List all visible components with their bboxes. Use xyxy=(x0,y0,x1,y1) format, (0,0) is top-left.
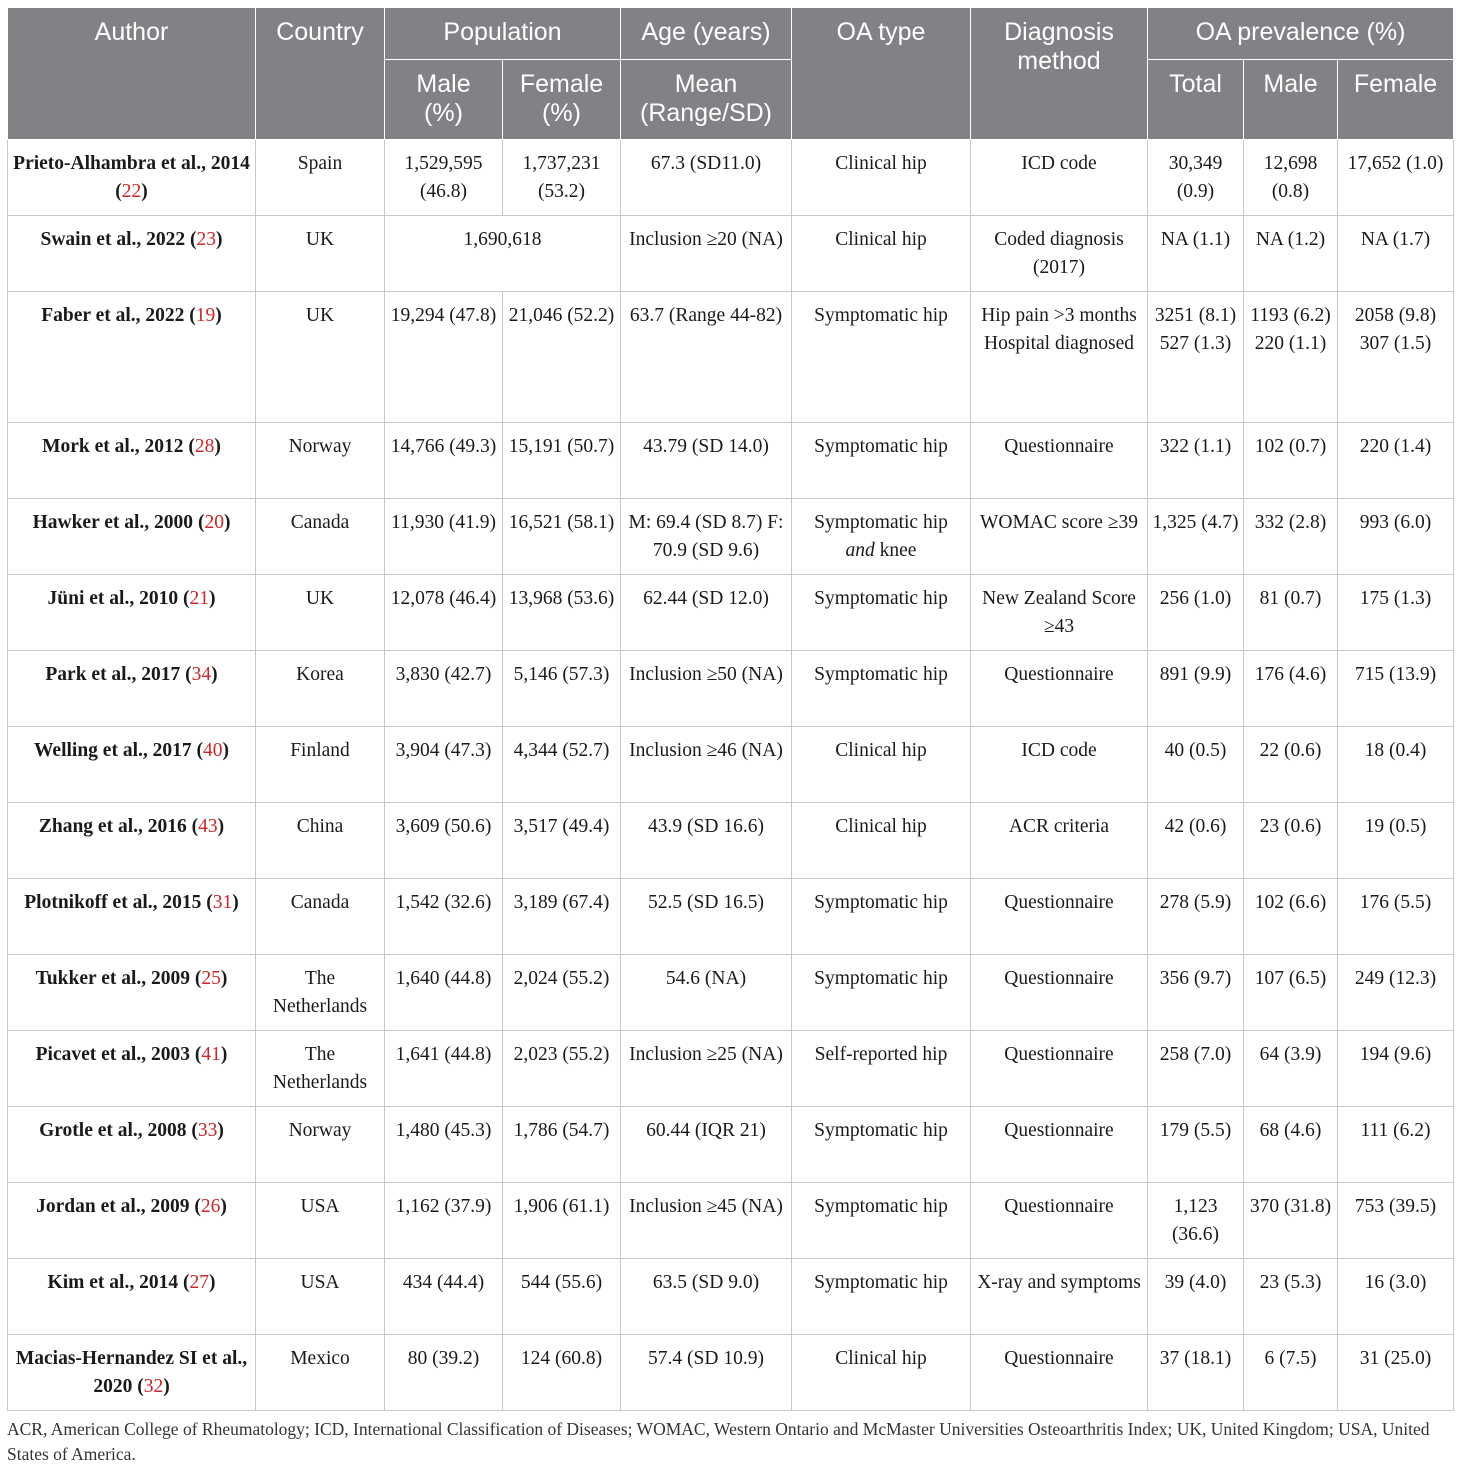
age-cell: 52.5 (SD 16.5) xyxy=(621,879,792,955)
reference-link[interactable]: 33 xyxy=(197,1120,218,1141)
prevalence-female-cell: 753 (39.5) xyxy=(1338,1183,1454,1259)
prevalence-male-cell: 23 (5.3) xyxy=(1244,1259,1338,1335)
age-cell: Inclusion ≥20 (NA) xyxy=(621,216,792,292)
author-cell: Plotnikoff et al., 2015 (31) xyxy=(8,879,256,955)
oa-type-cell: Clinical hip xyxy=(792,216,971,292)
age-cell: Inclusion ≥46 (NA) xyxy=(621,727,792,803)
age-cell: M: 69.4 (SD 8.7) F: 70.9 (SD 9.6) xyxy=(621,499,792,575)
population-male-cell: 1,162 (37.9) xyxy=(385,1183,503,1259)
author-cell: Zhang et al., 2016 (43) xyxy=(8,803,256,879)
country-cell: Spain xyxy=(256,140,385,216)
prevalence-female-cell: 249 (12.3) xyxy=(1338,955,1454,1031)
prevalence-total-cell: 37 (18.1) xyxy=(1148,1335,1244,1411)
prevalence-female-cell: 194 (9.6) xyxy=(1338,1031,1454,1107)
population-male-cell: 1,641 (44.8) xyxy=(385,1031,503,1107)
reference-link[interactable]: 22 xyxy=(121,180,142,202)
oa-type-cell: Clinical hip xyxy=(792,803,971,879)
author-cell: Grotle et al., 2008 (33) xyxy=(8,1107,256,1183)
oa-type-cell: Clinical hip xyxy=(792,1335,971,1411)
table-row xyxy=(8,1183,1454,1259)
table-row xyxy=(8,423,1454,499)
diagnosis-cell: Questionnaire xyxy=(971,1335,1148,1411)
table-row xyxy=(8,651,1454,727)
diagnosis-cell: Questionnaire xyxy=(971,423,1148,499)
prevalence-male-cell: 6 (7.5) xyxy=(1244,1335,1338,1411)
prevalence-female-cell: 715 (13.9) xyxy=(1338,651,1454,727)
table-row xyxy=(8,1335,1454,1411)
diagnosis-cell: Questionnaire xyxy=(971,1107,1148,1183)
reference-link[interactable]: 26 xyxy=(200,1196,221,1217)
diagnosis-cell: ICD code xyxy=(971,727,1148,803)
population-female-cell: 3,517 (49.4) xyxy=(503,803,621,879)
age-cell: Inclusion ≥45 (NA) xyxy=(621,1183,792,1259)
table-row xyxy=(8,216,1454,292)
prevalence-female-cell: 18 (0.4) xyxy=(1338,727,1454,803)
prevalence-male-cell: 370 (31.8) xyxy=(1244,1183,1338,1259)
reference-link[interactable]: 34 xyxy=(191,664,212,685)
author-cell: Jüni et al., 2010 (21) xyxy=(8,575,256,651)
header-female-pct: Female (%) xyxy=(503,60,621,140)
header-age: Age (years) xyxy=(621,8,792,60)
population-female-cell: 5,146 (57.3) xyxy=(503,651,621,727)
population-male-cell: 1,480 (45.3) xyxy=(385,1107,503,1183)
prevalence-total-cell: 278 (5.9) xyxy=(1148,879,1244,955)
country-cell: The Netherlands xyxy=(256,1031,385,1107)
diagnosis-cell: Questionnaire xyxy=(971,955,1148,1031)
author-cell: Picavet et al., 2003 (41) xyxy=(8,1031,256,1107)
table-row xyxy=(8,1259,1454,1335)
prevalence-male-cell: 1193 (6.2) 220 (1.1) xyxy=(1244,292,1338,423)
oa-type-cell: Symptomatic hip xyxy=(792,955,971,1031)
table-row xyxy=(8,955,1454,1031)
population-male-cell: 3,609 (50.6) xyxy=(385,803,503,879)
table-row xyxy=(8,803,1454,879)
population-male-cell: 12,078 (46.4) xyxy=(385,575,503,651)
prevalence-total-cell: 1,123 (36.6) xyxy=(1148,1183,1244,1259)
reference-link[interactable]: 27 xyxy=(189,1272,209,1293)
author-cell: Mork et al., 2012 (28) xyxy=(8,423,256,499)
population-male-cell: 11,930 (41.9) xyxy=(385,499,503,575)
oa-type-cell: Symptomatic hip xyxy=(792,879,971,955)
header-male-pct: Male (%) xyxy=(385,60,503,140)
prevalence-male-cell: 332 (2.8) xyxy=(1244,499,1338,575)
population-male-cell: 1,542 (32.6) xyxy=(385,879,503,955)
diagnosis-cell: Questionnaire xyxy=(971,1031,1148,1107)
prevalence-male-cell: 12,698 (0.8) xyxy=(1244,140,1338,216)
diagnosis-cell: Hip pain >3 months Hospital diagnosed xyxy=(971,292,1148,423)
age-cell: 63.7 (Range 44-82) xyxy=(621,292,792,423)
population-male-cell: 80 (39.2) xyxy=(385,1335,503,1411)
prevalence-male-cell: 107 (6.5) xyxy=(1244,955,1338,1031)
prevalence-female-cell: 176 (5.5) xyxy=(1338,879,1454,955)
header-diagnosis-method: Diagnosis method xyxy=(971,8,1148,140)
population-total-cell: 1,690,618 xyxy=(385,216,621,292)
header-country: Country xyxy=(256,8,385,140)
table-header xyxy=(8,8,1454,140)
population-male-cell: 1,529,595 (46.8) xyxy=(385,140,503,216)
author-cell: Kim et al., 2014 (27) xyxy=(8,1259,256,1335)
country-cell: China xyxy=(256,803,385,879)
reference-link[interactable]: 40 xyxy=(203,740,223,761)
population-female-cell: 544 (55.6) xyxy=(503,1259,621,1335)
country-cell: UK xyxy=(256,216,385,292)
population-male-cell: 1,640 (44.8) xyxy=(385,955,503,1031)
population-female-cell: 3,189 (67.4) xyxy=(503,879,621,955)
country-cell: Canada xyxy=(256,499,385,575)
prevalence-female-cell: 17,652 (1.0) xyxy=(1338,140,1454,216)
population-male-cell: 434 (44.4) xyxy=(385,1259,503,1335)
prevalence-total-cell: 40 (0.5) xyxy=(1148,727,1244,803)
age-cell: Inclusion ≥50 (NA) xyxy=(621,651,792,727)
diagnosis-cell: New Zealand Score ≥43 xyxy=(971,575,1148,651)
table-row xyxy=(8,879,1454,955)
reference-link[interactable]: 23 xyxy=(196,229,216,250)
header-mean: Mean (Range/SD) xyxy=(621,60,792,140)
author-cell: Jordan et al., 2009 (26) xyxy=(8,1183,256,1259)
prevalence-female-cell: 2058 (9.8) 307 (1.5) xyxy=(1338,292,1454,423)
country-cell: UK xyxy=(256,292,385,423)
age-cell: 54.6 (NA) xyxy=(621,955,792,1031)
population-male-cell: 3,830 (42.7) xyxy=(385,651,503,727)
table-row xyxy=(8,140,1454,216)
author-cell: Faber et al., 2022 (19) xyxy=(8,292,256,423)
oa-type-cell: Symptomatic hip xyxy=(792,575,971,651)
country-cell: Mexico xyxy=(256,1335,385,1411)
table-row xyxy=(8,499,1454,575)
oa-type-cell: Symptomatic hip xyxy=(792,292,971,423)
prevalence-male-cell: 64 (3.9) xyxy=(1244,1031,1338,1107)
prevalence-female-cell: 16 (3.0) xyxy=(1338,1259,1454,1335)
population-female-cell: 2,024 (55.2) xyxy=(503,955,621,1031)
country-cell: Korea xyxy=(256,651,385,727)
population-female-cell: 1,906 (61.1) xyxy=(503,1183,621,1259)
prevalence-male-cell: NA (1.2) xyxy=(1244,216,1338,292)
country-cell: Norway xyxy=(256,423,385,499)
population-female-cell: 2,023 (55.2) xyxy=(503,1031,621,1107)
oa-type-cell: Clinical hip xyxy=(792,727,971,803)
table-footnote: ACR, American College of Rheumatology; ICD, International Classification of Diseases; WOMAC, Western Ontario and McMaster Universities Osteoarthritis Index; UK, United Kingdom; USA, United States of America. xyxy=(7,1419,1430,1464)
country-cell: UK xyxy=(256,575,385,651)
population-female-cell: 16,521 (58.1) xyxy=(503,499,621,575)
population-male-cell: 14,766 (49.3) xyxy=(385,423,503,499)
header-female: Female xyxy=(1338,60,1454,140)
population-female-cell: 4,344 (52.7) xyxy=(503,727,621,803)
prevalence-total-cell: 39 (4.0) xyxy=(1148,1259,1244,1335)
header-male: Male xyxy=(1244,60,1338,140)
prevalence-total-cell: 891 (9.9) xyxy=(1148,651,1244,727)
diagnosis-cell: WOMAC score ≥39 xyxy=(971,499,1148,575)
prevalence-total-cell: 256 (1.0) xyxy=(1148,575,1244,651)
table-container xyxy=(7,7,1453,1467)
prevalence-male-cell: 68 (4.6) xyxy=(1244,1107,1338,1183)
oa-type-cell: Self-reported hip xyxy=(792,1031,971,1107)
population-female-cell: 13,968 (53.6) xyxy=(503,575,621,651)
oa-type-cell: Clinical hip xyxy=(792,140,971,216)
country-cell: Finland xyxy=(256,727,385,803)
prevalence-total-cell: 1,325 (4.7) xyxy=(1148,499,1244,575)
reference-link[interactable]: 43 xyxy=(198,816,218,837)
reference-link[interactable]: 25 xyxy=(201,968,221,989)
country-cell: USA xyxy=(256,1259,385,1335)
author-cell: Tukker et al., 2009 (25) xyxy=(8,955,256,1031)
country-cell: The Netherlands xyxy=(256,955,385,1031)
diagnosis-cell: X-ray and symptoms xyxy=(971,1259,1148,1335)
header-author: Author xyxy=(8,8,256,140)
author-cell: Swain et al., 2022 (23) xyxy=(8,216,256,292)
age-cell: 67.3 (SD11.0) xyxy=(621,140,792,216)
prevalence-female-cell: 993 (6.0) xyxy=(1338,499,1454,575)
population-male-cell: 3,904 (47.3) xyxy=(385,727,503,803)
author-cell: Hawker et al., 2000 (20) xyxy=(8,499,256,575)
population-male-cell: 19,294 (47.8) xyxy=(385,292,503,423)
prevalence-female-cell: 111 (6.2) xyxy=(1338,1107,1454,1183)
diagnosis-cell: Questionnaire xyxy=(971,651,1148,727)
prevalence-female-cell: NA (1.7) xyxy=(1338,216,1454,292)
oa-type-cell: Symptomatic hip xyxy=(792,1259,971,1335)
prevalence-total-cell: 42 (0.6) xyxy=(1148,803,1244,879)
header-oa-type: OA type xyxy=(792,8,971,140)
age-cell: 62.44 (SD 12.0) xyxy=(621,575,792,651)
age-cell: 43.79 (SD 14.0) xyxy=(621,423,792,499)
prevalence-table xyxy=(7,7,1454,1411)
prevalence-female-cell: 175 (1.3) xyxy=(1338,575,1454,651)
diagnosis-cell: Questionnaire xyxy=(971,879,1148,955)
header-population: Population xyxy=(385,8,621,60)
age-cell: Inclusion ≥25 (NA) xyxy=(621,1031,792,1107)
population-female-cell: 124 (60.8) xyxy=(503,1335,621,1411)
age-cell: 43.9 (SD 16.6) xyxy=(621,803,792,879)
prevalence-female-cell: 19 (0.5) xyxy=(1338,803,1454,879)
table-row xyxy=(8,727,1454,803)
reference-link[interactable]: 20 xyxy=(204,512,224,533)
age-cell: 57.4 (SD 10.9) xyxy=(621,1335,792,1411)
population-female-cell: 21,046 (52.2) xyxy=(503,292,621,423)
table-row xyxy=(8,1031,1454,1107)
prevalence-total-cell: 322 (1.1) xyxy=(1148,423,1244,499)
country-cell: Norway xyxy=(256,1107,385,1183)
reference-link[interactable]: 28 xyxy=(194,436,215,457)
population-female-cell: 1,737,231 (53.2) xyxy=(503,140,621,216)
author-cell: Prieto-Alhambra et al., 2014 (22) xyxy=(8,140,256,216)
prevalence-total-cell: 3251 (8.1) 527 (1.3) xyxy=(1148,292,1244,423)
prevalence-total-cell: 30,349 (0.9) xyxy=(1148,140,1244,216)
diagnosis-cell: ACR criteria xyxy=(971,803,1148,879)
diagnosis-cell: ICD code xyxy=(971,140,1148,216)
table-row xyxy=(8,292,1454,423)
author-cell: Macias-Hernandez SI et al., 2020 (32) xyxy=(8,1335,256,1411)
author-cell: Park et al., 2017 (34) xyxy=(8,651,256,727)
table-row xyxy=(8,1107,1454,1183)
population-female-cell: 1,786 (54.7) xyxy=(503,1107,621,1183)
reference-link[interactable]: 31 xyxy=(212,892,233,913)
prevalence-total-cell: 258 (7.0) xyxy=(1148,1031,1244,1107)
oa-type-cell: Symptomatic hip xyxy=(792,651,971,727)
author-cell: Welling et al., 2017 (40) xyxy=(8,727,256,803)
prevalence-male-cell: 81 (0.7) xyxy=(1244,575,1338,651)
reference-link[interactable]: 32 xyxy=(143,1375,164,1397)
country-cell: Canada xyxy=(256,879,385,955)
reference-link[interactable]: 41 xyxy=(201,1044,221,1065)
table-row xyxy=(8,575,1454,651)
reference-link[interactable]: 19 xyxy=(195,305,216,326)
prevalence-male-cell: 23 (0.6) xyxy=(1244,803,1338,879)
prevalence-male-cell: 22 (0.6) xyxy=(1244,727,1338,803)
oa-type-cell: Symptomatic hip xyxy=(792,1183,971,1259)
prevalence-total-cell: NA (1.1) xyxy=(1148,216,1244,292)
oa-type-cell: Symptomatic hip xyxy=(792,423,971,499)
age-cell: 63.5 (SD 9.0) xyxy=(621,1259,792,1335)
diagnosis-cell: Coded diagnosis (2017) xyxy=(971,216,1148,292)
header-oa-prevalence: OA prevalence (%) xyxy=(1148,8,1454,60)
population-female-cell: 15,191 (50.7) xyxy=(503,423,621,499)
oa-type-cell: Symptomatic hip and knee xyxy=(792,499,971,575)
reference-link[interactable]: 21 xyxy=(189,588,209,609)
prevalence-male-cell: 102 (6.6) xyxy=(1244,879,1338,955)
diagnosis-cell: Questionnaire xyxy=(971,1183,1148,1259)
header-total: Total xyxy=(1148,60,1244,140)
age-cell: 60.44 (IQR 21) xyxy=(621,1107,792,1183)
prevalence-total-cell: 356 (9.7) xyxy=(1148,955,1244,1031)
oa-type-cell: Symptomatic hip xyxy=(792,1107,971,1183)
country-cell: USA xyxy=(256,1183,385,1259)
prevalence-total-cell: 179 (5.5) xyxy=(1148,1107,1244,1183)
table-body xyxy=(8,140,1454,1411)
prevalence-female-cell: 31 (25.0) xyxy=(1338,1335,1454,1411)
prevalence-male-cell: 102 (0.7) xyxy=(1244,423,1338,499)
prevalence-male-cell: 176 (4.6) xyxy=(1244,651,1338,727)
prevalence-female-cell: 220 (1.4) xyxy=(1338,423,1454,499)
